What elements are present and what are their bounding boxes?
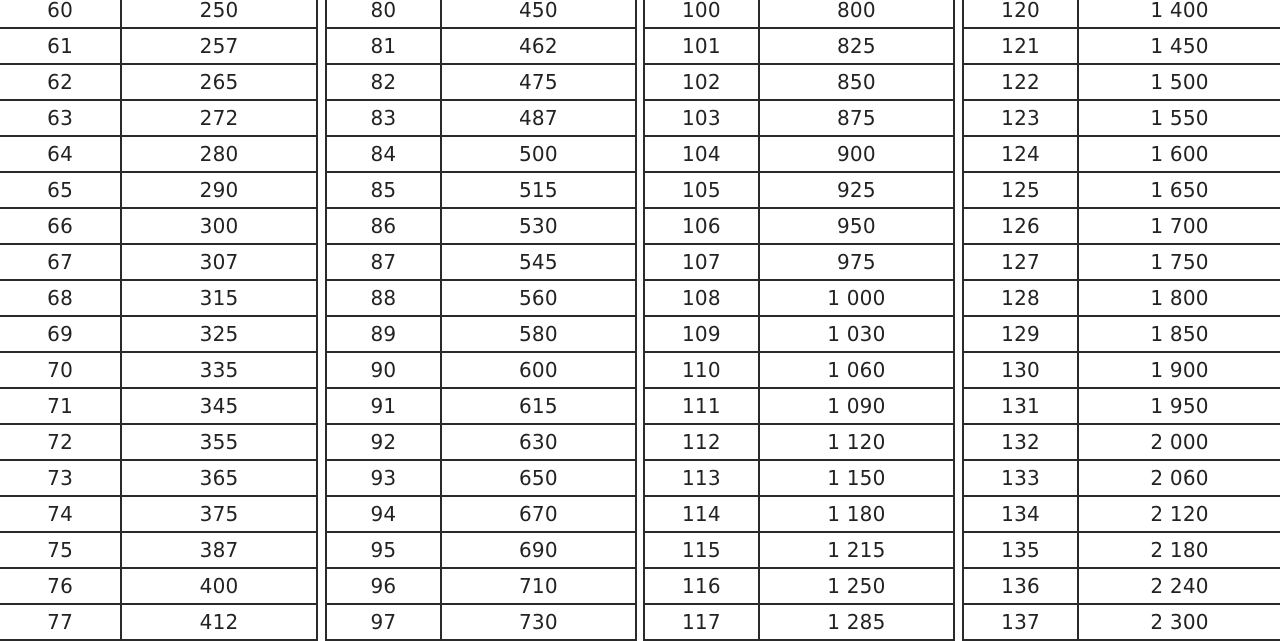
table-row: [963, 208, 1280, 244]
row-value-cell: 412: [121, 604, 317, 640]
row-number-cell: 120: [963, 0, 1078, 28]
row-value-cell: 462: [441, 28, 636, 64]
table-row: [963, 604, 1280, 640]
row-number-cell: 70: [0, 352, 121, 388]
row-value-cell: 1 180: [759, 496, 954, 532]
row-number-cell: 64: [0, 136, 121, 172]
row-number-cell: 101: [644, 28, 759, 64]
row-value-cell: 1 450: [1078, 28, 1280, 64]
row-number-cell: 108: [644, 280, 759, 316]
row-value-cell: 1 950: [1078, 388, 1280, 424]
row-number-cell: 91: [326, 388, 441, 424]
row-number-cell: 76: [0, 568, 121, 604]
row-number-cell: 121: [963, 28, 1078, 64]
row-value-cell: 2 000: [1078, 424, 1280, 460]
row-value-cell: 600: [441, 352, 636, 388]
row-value-cell: 2 300: [1078, 604, 1280, 640]
row-value-cell: 710: [441, 568, 636, 604]
row-value-cell: 560: [441, 280, 636, 316]
row-value-cell: 580: [441, 316, 636, 352]
row-number-cell: 137: [963, 604, 1078, 640]
row-number-cell: 133: [963, 460, 1078, 496]
table-row: [0, 100, 317, 136]
row-value-cell: 615: [441, 388, 636, 424]
row-number-cell: 75: [0, 532, 121, 568]
row-number-cell: 94: [326, 496, 441, 532]
row-value-cell: 450: [441, 0, 636, 28]
table-row: [963, 136, 1280, 172]
row-value-cell: 1 250: [759, 568, 954, 604]
row-value-cell: 1 150: [759, 460, 954, 496]
row-number-cell: 114: [644, 496, 759, 532]
table-row: [644, 424, 954, 460]
table-row: [963, 64, 1280, 100]
row-value-cell: 1 850: [1078, 316, 1280, 352]
table-panel-4: [962, 0, 1280, 641]
table-row: [644, 208, 954, 244]
row-value-cell: 650: [441, 460, 636, 496]
table-row: [644, 100, 954, 136]
table-row: [326, 64, 636, 100]
row-number-cell: 67: [0, 244, 121, 280]
row-number-cell: 93: [326, 460, 441, 496]
row-value-cell: 475: [441, 64, 636, 100]
table-row: [326, 244, 636, 280]
row-value-cell: 375: [121, 496, 317, 532]
row-value-cell: 250: [121, 0, 317, 28]
row-number-cell: 81: [326, 28, 441, 64]
table-row: [644, 136, 954, 172]
table-row: [326, 316, 636, 352]
row-value-cell: 290: [121, 172, 317, 208]
table-panel-1: [0, 0, 318, 641]
table-row: [326, 604, 636, 640]
row-number-cell: 117: [644, 604, 759, 640]
table-row: [644, 172, 954, 208]
row-value-cell: 950: [759, 208, 954, 244]
row-number-cell: 134: [963, 496, 1078, 532]
row-value-cell: 730: [441, 604, 636, 640]
row-number-cell: 129: [963, 316, 1078, 352]
table-row: [326, 388, 636, 424]
row-value-cell: 925: [759, 172, 954, 208]
row-value-cell: 1 030: [759, 316, 954, 352]
row-value-cell: 300: [121, 208, 317, 244]
row-number-cell: 90: [326, 352, 441, 388]
table-row: [0, 28, 317, 64]
row-value-cell: 272: [121, 100, 317, 136]
row-number-cell: 115: [644, 532, 759, 568]
table-row: [644, 28, 954, 64]
row-value-cell: 800: [759, 0, 954, 28]
table-row: [644, 64, 954, 100]
table-row: [0, 424, 317, 460]
row-number-cell: 63: [0, 100, 121, 136]
row-value-cell: 307: [121, 244, 317, 280]
table-row: [644, 280, 954, 316]
row-number-cell: 89: [326, 316, 441, 352]
table-panel-3: [643, 0, 955, 641]
row-value-cell: 825: [759, 28, 954, 64]
row-value-cell: 1 800: [1078, 280, 1280, 316]
row-value-cell: 1 550: [1078, 100, 1280, 136]
table-row: [326, 352, 636, 388]
table-row: [963, 496, 1280, 532]
table-row: [644, 568, 954, 604]
table-row: [644, 316, 954, 352]
row-number-cell: 83: [326, 100, 441, 136]
table-row: [963, 316, 1280, 352]
table-row: [326, 280, 636, 316]
row-number-cell: 112: [644, 424, 759, 460]
table-row: [326, 424, 636, 460]
row-number-cell: 107: [644, 244, 759, 280]
row-value-cell: 500: [441, 136, 636, 172]
row-value-cell: 257: [121, 28, 317, 64]
row-value-cell: 1 000: [759, 280, 954, 316]
table-row: [963, 460, 1280, 496]
row-number-cell: 135: [963, 532, 1078, 568]
table-row: [0, 460, 317, 496]
row-number-cell: 130: [963, 352, 1078, 388]
table-row: [0, 136, 317, 172]
row-number-cell: 103: [644, 100, 759, 136]
row-number-cell: 92: [326, 424, 441, 460]
row-number-cell: 74: [0, 496, 121, 532]
row-number-cell: 71: [0, 388, 121, 424]
row-value-cell: 2 180: [1078, 532, 1280, 568]
table-row: [963, 424, 1280, 460]
row-value-cell: 345: [121, 388, 317, 424]
table-panel-2: [325, 0, 637, 641]
row-number-cell: 65: [0, 172, 121, 208]
table-row: [644, 604, 954, 640]
row-number-cell: 69: [0, 316, 121, 352]
row-value-cell: 1 650: [1078, 172, 1280, 208]
row-value-cell: 325: [121, 316, 317, 352]
row-value-cell: 530: [441, 208, 636, 244]
row-value-cell: 280: [121, 136, 317, 172]
row-value-cell: 1 600: [1078, 136, 1280, 172]
row-value-cell: 545: [441, 244, 636, 280]
row-number-cell: 62: [0, 64, 121, 100]
table-row: [644, 460, 954, 496]
table-row: [0, 316, 317, 352]
row-number-cell: 68: [0, 280, 121, 316]
row-value-cell: 1 060: [759, 352, 954, 388]
row-number-cell: 61: [0, 28, 121, 64]
row-value-cell: 1 120: [759, 424, 954, 460]
row-number-cell: 113: [644, 460, 759, 496]
row-number-cell: 96: [326, 568, 441, 604]
table-row: [0, 388, 317, 424]
row-value-cell: 1 090: [759, 388, 954, 424]
row-value-cell: 875: [759, 100, 954, 136]
row-number-cell: 122: [963, 64, 1078, 100]
row-value-cell: 1 400: [1078, 0, 1280, 28]
row-number-cell: 86: [326, 208, 441, 244]
table-row: [326, 100, 636, 136]
table-row: [326, 0, 636, 28]
row-number-cell: 97: [326, 604, 441, 640]
row-number-cell: 87: [326, 244, 441, 280]
row-number-cell: 123: [963, 100, 1078, 136]
row-value-cell: 1 900: [1078, 352, 1280, 388]
table-row: [644, 532, 954, 568]
row-number-cell: 102: [644, 64, 759, 100]
row-value-cell: 487: [441, 100, 636, 136]
table-row: [0, 604, 317, 640]
row-value-cell: 1 215: [759, 532, 954, 568]
table-row: [0, 172, 317, 208]
row-value-cell: 355: [121, 424, 317, 460]
row-number-cell: 80: [326, 0, 441, 28]
row-number-cell: 124: [963, 136, 1078, 172]
table-row: [326, 568, 636, 604]
row-number-cell: 77: [0, 604, 121, 640]
table-row: [326, 496, 636, 532]
row-value-cell: 335: [121, 352, 317, 388]
row-number-cell: 95: [326, 532, 441, 568]
table-row: [0, 208, 317, 244]
table-row: [0, 64, 317, 100]
row-number-cell: 60: [0, 0, 121, 28]
table-row: [0, 532, 317, 568]
row-number-cell: 105: [644, 172, 759, 208]
table-row: [963, 28, 1280, 64]
row-number-cell: 88: [326, 280, 441, 316]
table-row: [0, 0, 317, 28]
table-row: [644, 496, 954, 532]
row-value-cell: 2 060: [1078, 460, 1280, 496]
row-value-cell: 1 750: [1078, 244, 1280, 280]
table-row: [963, 388, 1280, 424]
row-value-cell: 315: [121, 280, 317, 316]
table-row: [963, 0, 1280, 28]
table-row: [0, 568, 317, 604]
table-row: [326, 28, 636, 64]
row-number-cell: 110: [644, 352, 759, 388]
row-value-cell: 900: [759, 136, 954, 172]
table-row: [644, 388, 954, 424]
row-number-cell: 73: [0, 460, 121, 496]
row-number-cell: 116: [644, 568, 759, 604]
row-number-cell: 128: [963, 280, 1078, 316]
table-row: [0, 280, 317, 316]
table-row: [0, 496, 317, 532]
row-value-cell: 515: [441, 172, 636, 208]
table-row: [326, 172, 636, 208]
table-row: [644, 0, 954, 28]
table-row: [0, 352, 317, 388]
row-value-cell: 630: [441, 424, 636, 460]
row-number-cell: 72: [0, 424, 121, 460]
row-value-cell: 670: [441, 496, 636, 532]
table-row: [644, 244, 954, 280]
table-row: [963, 280, 1280, 316]
table-row: [326, 460, 636, 496]
table-row: [326, 136, 636, 172]
table-row: [963, 100, 1280, 136]
row-value-cell: 265: [121, 64, 317, 100]
row-value-cell: 690: [441, 532, 636, 568]
row-number-cell: 136: [963, 568, 1078, 604]
row-number-cell: 100: [644, 0, 759, 28]
table-row: [963, 244, 1280, 280]
table-row: [963, 568, 1280, 604]
row-value-cell: 975: [759, 244, 954, 280]
row-number-cell: 104: [644, 136, 759, 172]
table-row: [963, 532, 1280, 568]
table-row: [963, 172, 1280, 208]
row-value-cell: 400: [121, 568, 317, 604]
row-number-cell: 85: [326, 172, 441, 208]
row-number-cell: 132: [963, 424, 1078, 460]
row-value-cell: 850: [759, 64, 954, 100]
row-value-cell: 2 240: [1078, 568, 1280, 604]
row-number-cell: 126: [963, 208, 1078, 244]
table-row: [326, 532, 636, 568]
row-number-cell: 131: [963, 388, 1078, 424]
row-value-cell: 1 500: [1078, 64, 1280, 100]
row-number-cell: 66: [0, 208, 121, 244]
row-number-cell: 84: [326, 136, 441, 172]
row-value-cell: 1 700: [1078, 208, 1280, 244]
row-number-cell: 125: [963, 172, 1078, 208]
row-value-cell: 2 120: [1078, 496, 1280, 532]
table-row: [0, 244, 317, 280]
row-value-cell: 365: [121, 460, 317, 496]
row-number-cell: 82: [326, 64, 441, 100]
table-row: [644, 352, 954, 388]
row-value-cell: 387: [121, 532, 317, 568]
row-number-cell: 111: [644, 388, 759, 424]
table-row: [963, 352, 1280, 388]
row-value-cell: 1 285: [759, 604, 954, 640]
row-number-cell: 109: [644, 316, 759, 352]
row-number-cell: 127: [963, 244, 1078, 280]
row-number-cell: 106: [644, 208, 759, 244]
table-row: [326, 208, 636, 244]
